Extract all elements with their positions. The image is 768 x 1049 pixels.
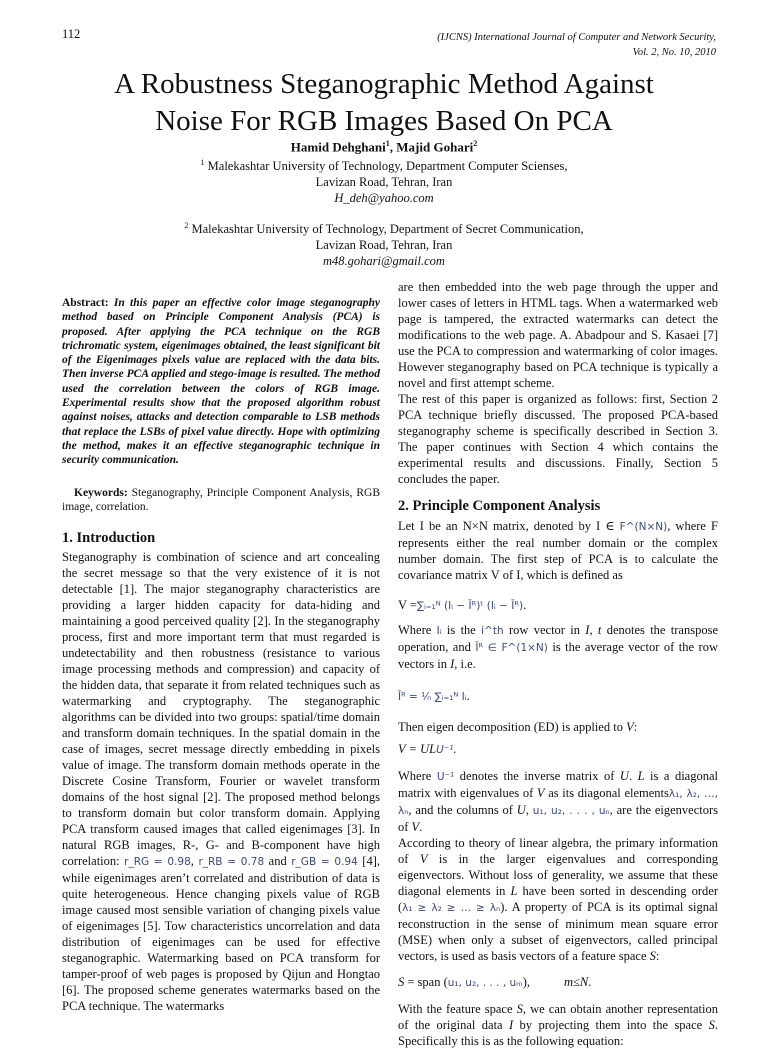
math-symbol: V: [411, 820, 420, 834]
paragraph-text: Then eigen decomposition (ED) is applied to: [398, 720, 627, 734]
equation-image: U⁻¹: [436, 744, 454, 756]
title-line-2: Noise For RGB Images Based On PCA: [155, 105, 613, 137]
affiliation-institution: Malekashtar University of Technology, Department Computer Scienses,: [204, 159, 568, 174]
affiliation-mark: 2: [184, 221, 189, 230]
equation-text: .: [466, 689, 470, 703]
paragraph-text: and: [264, 854, 292, 868]
equation-text: .: [453, 742, 457, 756]
math-symbol: V: [626, 720, 634, 734]
paragraph-text: by projecting them into the space: [513, 1018, 709, 1032]
pca-body: [398, 518, 718, 1049]
paragraph-text: , i.e.: [454, 657, 476, 671]
math-symbol: S: [516, 1002, 523, 1016]
running-header: [296, 30, 716, 60]
inline-equation: i^th: [481, 625, 504, 637]
paragraph: [62, 549, 380, 1014]
paragraph: [398, 719, 718, 735]
journal-volume: Vol. 2, No. 10, 2010: [632, 47, 716, 58]
math-symbol: I: [450, 657, 455, 671]
math-symbol: m≤N: [564, 975, 589, 989]
journal-name: (IJCNS) International Journal of Computer and Network Security,: [437, 32, 716, 43]
keywords-text: Steganography, Principle Component Analysis, RGB image, correlation.: [62, 487, 380, 514]
paragraph-text: , where F represents either the real number domain or the complex number domain. The first step of PCA is to calculate the covariance matrix V of I, which is defined as: [398, 519, 718, 582]
equation-mean-vector: [398, 688, 718, 705]
paragraph-text: Steganography is combination of science and art concealing the secret message so that the very existence of it is not detectable [1]. The major steganography characteristics are providing a larger hidden capacity for data-hiding and maintaining a good perceived quality [2]. In the steganography process, first and more important term that must regarded is undetectability and then robustness (resistance to various image processing methods and compression) and capacity of the hidden data, that separate it from related techniques such as watermarking and cryptography. The steganographic algorithms can be divided into two groups: spatial/time domain and transform domain techniques. In the spatial domain in the case of images, secret message directly embedding in pixels value of image. The transform domain methods operate in the Discrete Cosine Transform, Fourier or wavelet transform domains of the host signal [2]. The proposed method belongs to transform domain but color transform domain. Applying PCA transform caused images that called eigenimages [3]. In natural RGB images, R-, G- and B-component have high correlation:: [62, 550, 380, 868]
inline-equation: r_RG = 0.98: [124, 856, 191, 868]
paragraph-text: :: [655, 949, 660, 963]
paragraph-text: as its diagonal elements: [544, 786, 669, 800]
paragraph-text: Where: [398, 769, 437, 783]
equation-image: Īᴿ = ¹⁄ₙ ∑ᵢ₌₁ᴺ Iᵢ: [398, 691, 467, 703]
paragraph-text: ,: [589, 623, 598, 637]
math-symbol: I: [508, 1018, 514, 1032]
inline-equation: F^(N×N): [619, 521, 668, 533]
author-list: [0, 139, 768, 155]
math-symbol: L: [637, 769, 645, 783]
author-affiliation-mark: 2: [473, 139, 478, 148]
affiliation-2: [0, 218, 768, 269]
affiliation-institution: Malekashtar University of Technology, Department of Secret Communication,: [188, 222, 584, 237]
paragraph-text: According to theory of linear algebra, the primary information of: [398, 836, 718, 866]
keywords: [62, 486, 380, 515]
paragraph-text: :: [633, 720, 638, 734]
paragraph-text: Where: [398, 623, 437, 637]
equation-covariance: [398, 597, 718, 614]
math-symbol: S: [649, 949, 656, 963]
abstract: [62, 296, 380, 468]
math-symbol: S: [708, 1018, 715, 1032]
inline-equation: r_RB = 0.78: [198, 856, 265, 868]
abstract-text: In this paper an effective color image steganography method based on Principle Component Analysis (PCA) is proposed. After applying the PCA technique on the RGB trichromatic system, eigenimages obtained, the least significant bit of the Eigenimages pixels value are replaced with the data bits. Then inverse PCA applied and stego-image is resulted. The method used the correlation between the colors of RGB image. Experimental results show that the proposed algorithm robust against noises, attacks and detection comparable to LSB methods that replace the LSBs of pixel value directly. Hope with optimizing the method, makes it an effective steganographic technique in security communication.: [62, 297, 380, 467]
math-symbol: V: [419, 852, 428, 866]
inline-equation: Iᵢ: [436, 625, 442, 637]
author-email: H_deh@yahoo.com: [334, 191, 434, 206]
equation-text: V = UL: [398, 742, 437, 756]
math-symbol: L: [510, 884, 518, 898]
intro-continuation: [398, 279, 718, 487]
introduction-body: [62, 549, 380, 1014]
equation-text: = span (: [404, 975, 448, 989]
affiliation-address: Lavizan Road, Tehran, Iran: [315, 238, 453, 253]
author-name: Majid Gohari: [396, 139, 474, 155]
paragraph-text: is a diagonal matrix with eigenvalues of: [398, 769, 719, 800]
paragraph: [398, 768, 718, 835]
keywords-label: Keywords:: [74, 487, 128, 499]
section-heading: 1. Introduction: [62, 530, 156, 546]
paragraph-text: denotes the inverse matrix of: [454, 769, 620, 783]
equation-eigen-decomposition: [398, 741, 718, 758]
affiliation-address: Lavizan Road, Tehran, Iran: [315, 175, 453, 190]
author-name: Hamid Dehghani: [290, 139, 386, 155]
paragraph-text: With the feature space: [398, 1002, 517, 1016]
paragraph: [398, 835, 718, 964]
math-symbol: U: [619, 769, 629, 783]
paragraph-text: , we can obtain another representation of the original data: [398, 1002, 718, 1032]
paragraph: [398, 1001, 718, 1049]
math-symbol: V: [536, 786, 545, 800]
paragraph-text: is the: [441, 623, 482, 637]
paragraph-text: ). A property of PCA is its optimal signal reconstruction in the sense of minimum mean square error (MSE) when only a subset of eigenvectors, called principal vectors, is used as basis vectors of a feature space: [398, 900, 718, 963]
paper-title: [40, 66, 728, 140]
paragraph-text: row vector in: [503, 623, 586, 637]
paragraph: The rest of this paper is organized as follows: first, Section 2 PCA technique briefly discussed. The proposed PCA-based steganography scheme is specifically described in Section 3. The paper continues with Section 4 which contains the experimental results and discussions. Finally, Section 5 concludes the paper.: [398, 392, 718, 486]
paragraph-text: , are the eigenvectors of: [398, 803, 718, 834]
paragraph-text: , and the columns of: [408, 803, 517, 817]
section-heading: 2. Principle Component Analysis: [398, 498, 601, 514]
paragraph-text: denotes the transpose operation, and: [398, 623, 718, 654]
paragraph-text: is the average vector of the row vectors in: [398, 640, 718, 671]
equation-text: V =: [398, 598, 417, 612]
paragraph-text: ,: [525, 803, 533, 817]
inline-equation: r_GB = 0.94: [291, 856, 358, 868]
math-symbol: U: [516, 803, 526, 817]
paragraph: [398, 518, 718, 583]
title-line-1: A Robustness Steganographic Method Against: [114, 68, 654, 100]
equation-image: ∑ᵢ₌₁ᴺ (Iᵢ − Īᴿ)ᵗ (Iᵢ − Īᴿ): [416, 600, 524, 612]
paragraph-text: .: [419, 820, 423, 834]
affiliation-mark: 1: [200, 158, 205, 167]
equation-text: .: [523, 598, 527, 612]
paragraph: are then embedded into the web page through the upper and lower cases of letters in HTML tags. When a watermarked web page is tampered, the extracted watermarks can detect the modifications to the web page. A. Abadpour and S. Kasaei [7] use the PCA to compression and watermarking of color images. However steganography based on PCA technique is typically a novel and first attempt scheme.: [398, 280, 718, 390]
inline-equation: λ₁, λ₂, …, λₙ: [398, 788, 718, 817]
equation-text: .: [588, 975, 592, 989]
paragraph-text: [4], while eigenimages aren’t correlated and distribution of data is quite heterogeneous. Hence changing pixels value of RGB image caused most sensible variation of changing pixels value of eigenimages [5]. Tow characteristics uncorrelation and data distribution of eigenimages can be used for effective steganographic. Watermarking based on PCA transform for tamper-proof of web pages is proposed by Qijun and Hongtao [6]. The proposed scheme generates watermarks based on the PCA technique. The watermarks: [62, 854, 380, 1013]
author-affiliation-mark: 1: [385, 139, 390, 148]
abstract-label: Abstract:: [62, 297, 109, 309]
math-symbol: I: [585, 623, 590, 637]
equation-text: ),: [522, 975, 531, 989]
page-number: 112: [62, 27, 81, 41]
equation-feature-space: [398, 974, 718, 991]
paragraph-text: Let I be an N×N matrix, denoted by I ∈: [398, 519, 620, 533]
equation-image: u₁, u₂, . . . , uₘ: [447, 977, 523, 989]
affiliation-1: [0, 155, 768, 206]
math-symbol: t: [597, 623, 602, 637]
paragraph-text: ,: [190, 854, 199, 868]
inline-equation: U⁻¹: [436, 771, 455, 783]
inline-equation: Īᴿ ∈ F^(1×N): [475, 642, 548, 654]
math-symbol: S: [398, 975, 405, 989]
paragraph-text: have been sorted in descending order (: [398, 884, 718, 914]
paragraph-text: is in the larger eigenvalues and corresponding eigenvectors. Without loss of generality, we assume that these diagonal elements in: [398, 852, 718, 898]
paragraph-text: .: [628, 769, 638, 783]
inline-equation: u₁, u₂, . . . , uₙ: [532, 805, 610, 817]
paragraph: [398, 622, 718, 672]
author-email: m48.gohari@gmail.com: [323, 254, 445, 269]
paragraph-text: . Specifically this is as the following equation:: [398, 1018, 718, 1048]
author-separator: ,: [389, 139, 397, 155]
inline-equation: λ₁ ≥ λ₂ ≥ … ≥ λₙ: [402, 902, 501, 914]
